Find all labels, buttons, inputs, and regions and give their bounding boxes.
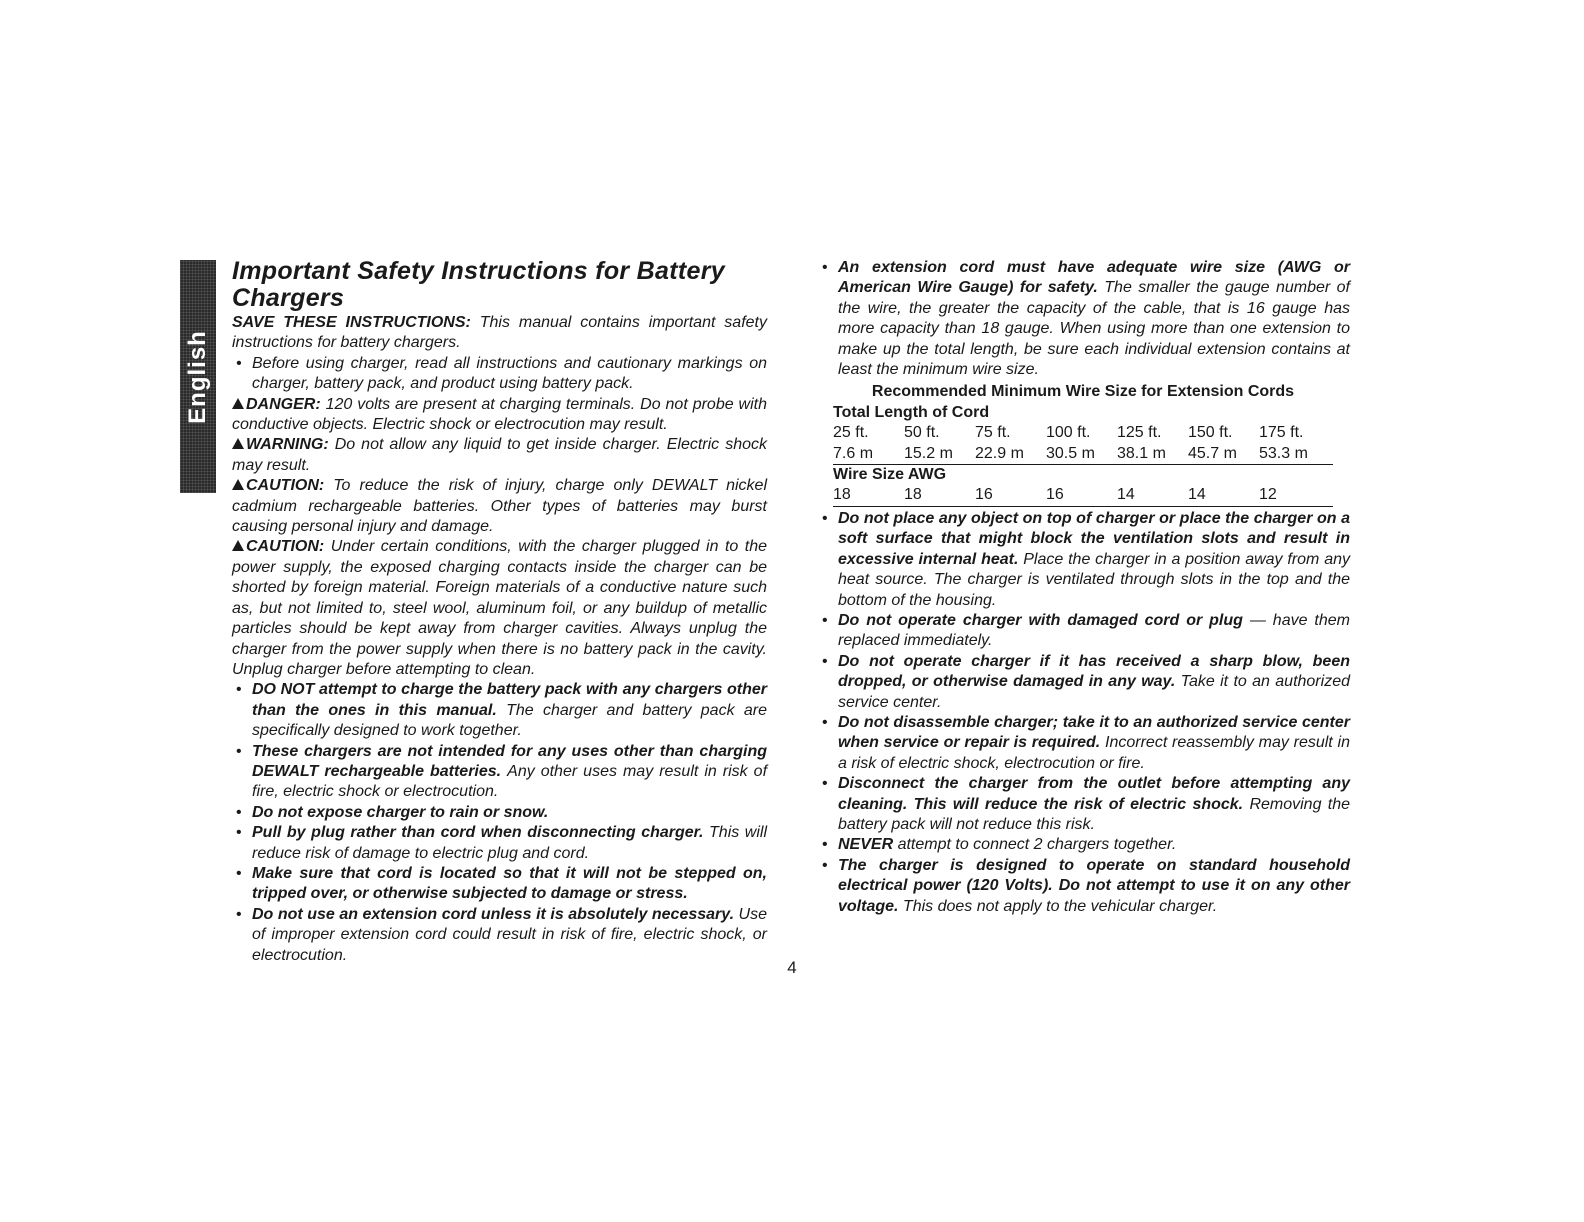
wire-size-table bbox=[833, 382, 1333, 506]
table-cell: 30.5 m bbox=[1046, 444, 1095, 462]
caution-text: Under certain conditions, with the charger plugged in to the power supply, the exposed charging contacts inside the charger can be shorted by foreign material. Foreign materials of a conductive nature such as, but not limited to, steel wool, aluminum foil, or any buildup of metallic particles should be kept away from charger cavities. Always unplug the charger from the power supply when there is no battery pack in the cavity. Unplug charger before attempting to clean. bbox=[232, 538, 768, 678]
list-item: • Disconnect the charger from the outlet before attempting any cleaning. This will reduce the risk of electric shock. Removing the battery pack will not reduce this risk. bbox=[818, 774, 1350, 835]
table-cell: 25 ft. bbox=[833, 424, 869, 442]
table-cell: 16 bbox=[1046, 486, 1064, 504]
save-label: SAVE THESE INSTRUCTIONS: bbox=[232, 314, 471, 331]
table-cell: 45.7 m bbox=[1188, 444, 1237, 462]
list-item: • DO NOT attempt to charge the battery pack with any chargers other than the ones in this manual. The charger and battery pack are specifically designed to work together. bbox=[232, 680, 767, 741]
list-item: • Do not place any object on top of charger or place the charger on a soft surface that might block the ventilation slots and result in excessive internal heat. Place the charger in a position away from any heat source. The charger is ventilated through slots in the top and the bottom of the housing. bbox=[818, 509, 1350, 611]
warning-triangle-icon bbox=[232, 540, 244, 551]
left-column bbox=[232, 258, 767, 966]
table-cell: 53.3 m bbox=[1259, 444, 1308, 462]
table-cell: 18 bbox=[904, 486, 922, 504]
language-tab bbox=[180, 260, 216, 493]
caution-label: CAUTION: bbox=[246, 477, 325, 495]
table-row-feet bbox=[833, 423, 1333, 443]
right-column bbox=[818, 258, 1350, 917]
save-text: This manual contains important safety instructions for battery chargers. bbox=[232, 314, 767, 352]
list-item: • An extension cord must have adequate wire size (AWG or American Wire Gauge) for safety. The smaller the gauge number of the wire, the greater the capacity of the cable, that is 16 gauge has more capacity than 18 gauge. When using more than one extension to make up the total length, be sure each individual extension contains at least the minimum wire size. bbox=[818, 258, 1350, 380]
table-cell: 22.9 m bbox=[975, 444, 1024, 462]
page-title: Important Safety Instructions for Battery Chargers bbox=[232, 257, 725, 312]
save-instructions bbox=[232, 313, 767, 354]
warning-triangle-icon bbox=[232, 479, 244, 490]
table-cell: 18 bbox=[833, 486, 851, 504]
list-item: • Do not operate charger with damaged cord or plug — have them replaced immediately. bbox=[818, 611, 1350, 652]
danger-notice bbox=[232, 395, 767, 436]
table-cell: 75 ft. bbox=[975, 424, 1011, 442]
table-cell: 14 bbox=[1188, 486, 1206, 504]
table-cell: 50 ft. bbox=[904, 424, 940, 442]
warning-text: Do not allow any liquid to get inside charger. Electric shock may result. bbox=[232, 436, 767, 474]
list-item: • Do not disassemble charger; take it to an authorized service center when service or repair is required. Incorrect reassembly may result in a risk of electric shock, electrocution or fire. bbox=[818, 713, 1350, 774]
table-length-label: Total Length of Cord bbox=[833, 403, 990, 421]
table-cell: 14 bbox=[1117, 486, 1135, 504]
warning-label: WARNING: bbox=[246, 436, 329, 454]
table-title: Recommended Minimum Wire Size for Extension Cords bbox=[871, 383, 1295, 401]
bullet-before-using: • Before using charger, read all instructions and cautionary markings on charger, battery pack, and product using battery pack. bbox=[232, 354, 767, 395]
list-item: • Pull by plug rather than cord when disconnecting charger. This will reduce risk of damage to electric plug and cord. bbox=[232, 823, 767, 864]
table-cell: 16 bbox=[975, 486, 993, 504]
caution-label: CAUTION: bbox=[246, 538, 325, 556]
list-item: • These chargers are not intended for any uses other than charging DEWALT rechargeable batteries. Any other uses may result in risk of fire, electric shock or electrocution. bbox=[232, 742, 767, 803]
list-item: • Do not operate charger if it has received a sharp blow, been dropped, or otherwise damaged in any way. Take it to an authorized service center. bbox=[818, 652, 1350, 713]
table-cell: 12 bbox=[1259, 486, 1277, 504]
warning-triangle-icon bbox=[232, 438, 244, 449]
warning-notice bbox=[232, 435, 767, 476]
table-cell: 150 ft. bbox=[1188, 424, 1233, 442]
list-item: • The charger is designed to operate on standard household electrical power (120 Volts). Do not attempt to use it on any other voltage. This does not apply to the vehicular charger. bbox=[818, 856, 1350, 917]
list-item: • Make sure that cord is located so that it will not be stepped on, tripped over, or otherwise subjected to damage or stress. bbox=[232, 864, 767, 905]
table-cell: 38.1 m bbox=[1117, 444, 1166, 462]
list-item: • Do not use an extension cord unless it is absolutely necessary. Use of improper extension cord could result in risk of fire, electric shock, or electrocution. bbox=[232, 905, 767, 966]
table-awg-label: Wire Size AWG bbox=[833, 466, 947, 484]
table-cell: 15.2 m bbox=[904, 444, 953, 462]
caution-text: To reduce the risk of injury, charge only DEWALT nickel cadmium rechargeable batteries. Other types of batteries may burst causing personal injury and damage. bbox=[232, 477, 767, 536]
danger-label: DANGER: bbox=[246, 395, 321, 413]
caution-notice-1 bbox=[232, 476, 767, 537]
list-item: • Do not expose charger to rain or snow. bbox=[232, 803, 767, 823]
table-cell: 100 ft. bbox=[1046, 424, 1091, 442]
danger-text: 120 volts are present at charging terminals. Do not probe with conductive objects. Electric shock or electrocution may result. bbox=[232, 395, 767, 434]
warning-triangle-icon bbox=[232, 398, 244, 409]
page-number: 4 bbox=[787, 958, 797, 977]
table-row-meters bbox=[833, 444, 1333, 465]
language-tab-label: English bbox=[184, 329, 211, 424]
list-item: • NEVER attempt to connect 2 chargers together. bbox=[818, 835, 1350, 855]
table-cell: 7.6 m bbox=[833, 444, 874, 462]
caution-notice-2 bbox=[232, 537, 767, 680]
table-row-awg bbox=[833, 485, 1333, 506]
table-cell: 125 ft. bbox=[1117, 424, 1162, 442]
table-cell: 175 ft. bbox=[1259, 424, 1304, 442]
